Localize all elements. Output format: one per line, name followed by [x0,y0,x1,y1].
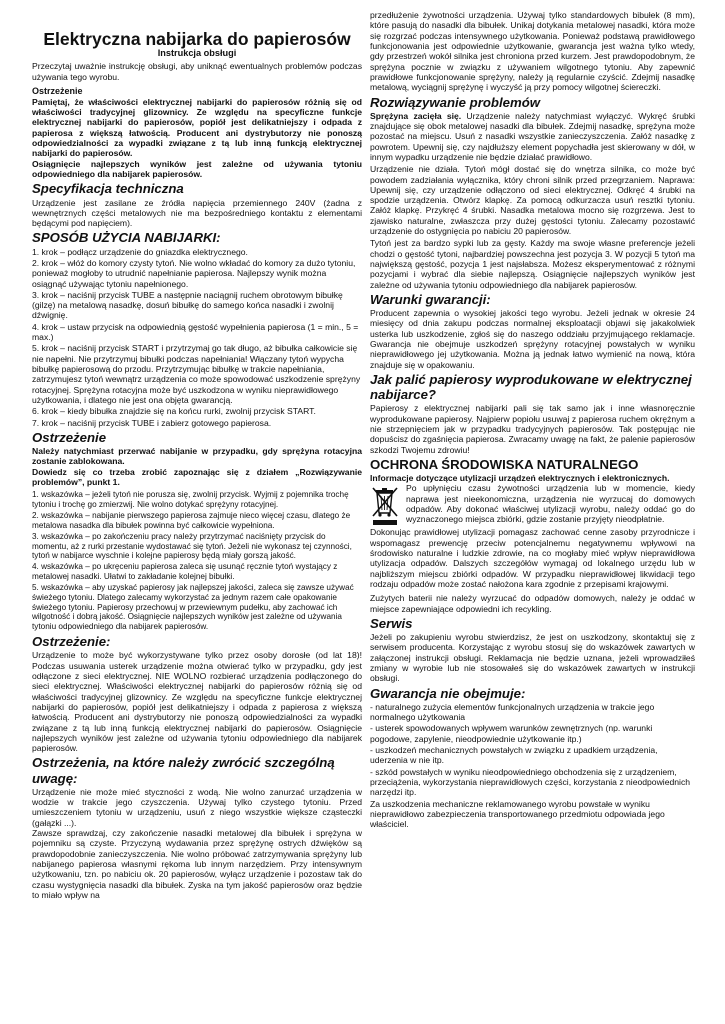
intro-text: Przeczytaj uważnie instrukcję obsługi, aby uniknąć ewentualnych problemów podczas używania tego wyrobu. [32,61,362,82]
warning1-text: Pamiętaj, że właściwości elektrycznej nabijarki do papierosów różnią się od właściwości tradycyjnej glizownicy. Ze względu na specyficzne funkcje elektrycznej nabijarki do papierosów, popiół jest delikatniejszy i odpada z papierosa z większą łatwością. Producent ani dystrybutorzy nie ponoszą odpowiedzialności za wypadki związane z tą lub inną funkcją elektrycznej nabijarki do papierosów. Osiągnięcie najlepszych wyników jest zależne od używania tytoniu odpowiedniego dla nabijarek papierosów. [32,96,362,180]
document-title: Elektryczna nabijarka do papierosów [43,29,351,49]
crossed-out-wheeled-bin-icon [370,485,400,527]
usage-step: 2. krok – włóż do komory czysty tytoń. Nie wolno wkładać do komory za dużo tytoniu, ponieważ mogłoby to utrudnić napełnianie papierosa. Najlepszy wynik można osiągnąć używając tytoniu napełnionego. [32,257,356,289]
noguarantee-heading: Gwarancja nie obejmuje: [370,685,526,701]
warranty-text: Producent zapewnia o wysokiej jakości tego wyrobu. Jeżeli jednak w okresie 24 miesięcy od dnia zakupu podczas normalnej eksploatacji objawi się jakakolwiek usterka lub uszkodzenie, zgłoś się do naszego oddziału przyjmującego reklamacje. Gwarancja nie obejmuje uszkodzeń sprężyny rotacyjnej powstałych w wyniku nieprawidłowego jej użytkowania. Można ją jednak łatwo wymienić na nową, która znajduje się w opakowaniu. [370,308,695,370]
trouble-paragraph-2: Urządzenie nie działa. Tytoń mógł dostać się do wnętrza silnika, co może być powodem zadziałania wyłącznika, który chroni silnik przed przegrzaniem. Naprawa: Upewnij się, czy urządzenie odłączono od sieci elektrycznej. Odkręć 4 śrubki na spodzie urządzenia. Otwórz klapkę. Za pomocą odkurzacza usuń resztki tytoniu. Załóż klapkę. Przykręć 4 śrubki. Nasadka metalowa mocno się rozgrzewa. Jest to zjawisko naturalne, zwłaszcza przy dużej gęstości tytoniu. Zalecamy pozostawić urządzenie do ostygnięcia po nabiciu 20 papierosów. [370,164,695,237]
noguarantee-item: - usterek spowodowanych wpływem warunków zewnętrznych (np. warunki pogodowe, zapylenie, nieodpowiednie użytkowanie itp.) [370,723,653,744]
trouble-paragraph-1 [370,111,695,163]
environment-text-1: Po upłynięciu czasu żywotności urządzenia lub w momencie, kiedy naprawa jest nieekonomiczna, urządzenia nie wyrzucaj do domowych odpadów. Aby dokonać właściwej utylizacji wyrobu, należy oddać go do wyznaczonego miejsca zbiórki, gdzie zostanie przyjęty nieodpłatnie. [406,483,695,525]
usage-steps-list [32,247,362,428]
noguarantee-item: Za uszkodzenia mechaniczne reklamowanego wyrobu powstałe w wyniku nieprawidłowo zabezpieczenia transportowanego przedmiotu odpowiada jego właściciel. [370,798,665,830]
burn-text: Papierosy z elektrycznej nabijarki pali się tak samo jak i inne własnoręcznie wyprodukowane papierosy. Najpierw popiołu usuwaj z papierosa ruchem okrężnym a nie strzepnięciem jak w przypadku tradycyjnych papierosów. Tak postępując nie dopuścisz do zgaśnięcia papierosa. Zwracamy uwagę na fakt, że palenie papierosów szkodzi Twojemu zdrowiu! [370,403,695,455]
document-subtitle: Instrukcja obsługi [157,48,237,59]
burn-heading: Jak palić papierosy wyprodukowane w elektrycznej nabijarce? [370,372,692,403]
warning4-heading: Ostrzeżenia, na które należy zwrócić szczególną uwagę: [32,755,335,786]
spec-heading: Specyfikacja techniczna [32,181,184,197]
trouble-paragraph-3: Tytoń jest za bardzo sypki lub za gęsty. Każdy ma swoje własne preferencje jeżeli chodzi o gęstość tytoni, najbardziej powszechna jest pozycja 3. W pozycji 5 tytoń ma największą gęstość, pozycja 1 jest najsłabsza. Możesz eksperymentować z różnymi pozycjami i wybrać dla siebie najlepszą. Osiągnięcie najlepszych wyników jest zależne od używania tytoniu odpowiedniego dla nabijarek papierosów. [370,238,695,290]
environment-text-2: Dokonując prawidłowej utylizacji pomagasz zachować cenne zasoby przyrodnicze i wspomagasz prewencję przeciw potencjalnemu negatywnemu wpływowi na środowisko naturalne i ludzkie zdrowie, na co mogłaby mieć wpływ nieprawidłowa utylizacja odpadów. Dalszych szczegółów wymagaj od lokalnego urzędu lub w najbliższym miejscu zbiórki odpadów. W przypadku nieprawidłowej likwidacji tego rodzaju odpadów może zostać nałożona kara zgodnie z przepisami krajowymi. [370,527,695,589]
service-heading: Serwis [370,615,413,631]
tip-item: 1. wskazówka – jeżeli tytoń nie porusza się, zwolnij przycisk. Wyjmij z pojemnika trochę tytoniu i trochę go zmierzwij. Nie wolno dotykać sprężyny rotacyjnej. [32,490,349,510]
left-column [32,30,362,902]
usage-step: 7. krok – naciśnij przycisk TUBE i zabierz gotowego papierosa. [32,417,272,428]
noguarantee-item: - szkód powstałych w wyniku nieodpowiedniego obchodzenia się z urządzeniem, przeciążenia, wykorzystania nieprawidłowych części, korzystania z nieodpowiednich narzędzi itp. [370,766,691,798]
warning2-text: Należy natychmiast przerwać nabijanie w przypadku, gdy sprężyna rotacyjna zostanie zablokowana. Dowiedz się co trzeba zrobić zapoznając się z działem „Rozwiązywanie problemów”, punkt 1. [32,446,362,488]
spec-text: Urządzenie jest zasilane ze źródła napięcia przemiennego 240V (żadna z wewnętrznych części metalowych nie ma bezpośredniego kontaktu z elementami będącymi pod napięciem). [32,197,362,229]
warning1-heading: Ostrzeżenie [32,86,83,97]
tip-item: 2. wskazówka – nabijanie pierwszego papierosa zajmuje nieco więcej czasu, dlatego że metalowa nasadka dla bibułek powinna być całkowicie wypełniona. [32,511,351,530]
warning4-text: Urządzenie nie może mieć styczności z wodą. Nie wolno zanurzać urządzenia w wodzie w trakcie jego czyszczenia. Używaj tylko czystego tytoniu. Przed umieszczeniem tytoniu w urządzeniu, usuń z niego wszystkie większe cząsteczki (gałązki ...). Zawsze sprawdzaj, czy zakończenie nasadki metalowej dla bibułek i sprężyna w pojemniku są czyste. Przyczyną wydawania przez sprężynę ostrych dźwięków są prawdopodobnie zanieczyszczenia. Nie wolno próbować zatrzymywania sprężyny lub nabijanego papierosa własnymi rękoma lub innym narzędziem. Przy intensywnym użytkowaniu, tzn. po nabiciu ok. 20 papierosów, wyłącz urządzenie i pozostaw tak do czasu wystygnięcia nasadki dla bibułek. Zyska na tym jakość papierosów oraz będzie to miało wpływ na [32,786,362,900]
usage-step: 4. krok – ustaw przycisk na odpowiednią gęstość wypełnienia papierosa (1 = min., 5 = max.) [32,321,359,343]
usage-step: 3. krok – naciśnij przycisk TUBE a następnie naciągnij ruchem obrotowym bibułkę (gilzę) na metalową nasadkę, dosuń bibułkę do samego końca nasadki i zwolnij dźwignię. [32,289,343,321]
environment-block [370,473,695,614]
tip-item: 3. wskazówka – po zakończeniu pracy należy przytrzymać naciśnięty przycisk do momentu, aż z rurki przestanie wydostawać się tytoń. Jeżeli nie wykonasz tej czynności, tytoń w nabijarce wyschnie i kolejne papierosy będą miały gorszą jakość. [32,531,352,561]
warranty-heading: Warunki gwarancji: [370,291,491,307]
warning2-heading: Ostrzeżenie [32,429,107,445]
tips-list [32,490,362,632]
service-text: Jeżeli po zakupieniu wyrobu stwierdzisz, że jest on uszkodzony, skontaktuj się z serwisem producenta. Korzystając z wyrobu stosuj się do wskazówek zawartych w załączonej instrukcji obsługi. Reklamacja nie będzie uznana, jeżeli wprowadziłeś zmiany w wyrobie lub nie stosowałeś się do wskazówek zawartych w instrukcji obsługi. [370,632,695,684]
warning3-heading: Ostrzeżenie: [32,634,111,650]
environment-heading: OCHRONA ŚRODOWISKA NATURALNEGO [370,456,639,472]
tip-item: 5. wskazówka – aby uzyskać papierosy jak najlepszej jakości, zaleca się zawsze używać świeżego tytoniu. Dlatego zalecamy wykorzystać za jednym razem całe opakowanie świeżego tytoniu. Papierosy przechowuj w przewiewnym pudełku, aby zachować ich wilgotność i dobrą jakość. Osiągnięcie najlepszych wyników jest zależne od używania tytoniu odpowiedniego dla nabijarek papierosów. [32,582,354,632]
noguarantee-item: - naturalnego zużycia elementów funkcjonalnych urządzenia w trakcie jego normalnego użytkowania [370,701,655,723]
right-column [370,10,695,831]
usage-step: 5. krok – naciśnij przycisk START i przytrzymaj go tak długo, aż bibułka całkowicie się nie napełni. Nie przytrzymuj bibułki podczas napełniania! Włączany tytoń wypycha bibułkę papierosową do przodu. Przytrzymując bibułkę w trakcie napełniania, zatrzymujesz tytoń wewnątrz urządzenia co może spowodować uszkodzenie sprężyny rotacyjnej. Sprężyna rotacyjna może być uszkodzona w wyniku nieprawidłowego użytkowania, i dlatego nie jest ona objęta gwarancją. [32,343,361,405]
environment-text-3: Zużytych baterii nie należy wyrzucać do odpadów domowych, należy je oddać w miejsce zapewniające odpowiedni ich recykling. [370,593,695,614]
tip-item: 4. wskazówka – po ukręceniu papierosa zaleca się usunąć ręcznie tytoń wystający z metalowej nasadki. Ułatwi to zakładanie kolejnej bibułki. [32,562,338,582]
trouble-text: Urządzenie należy natychmiast wyłączyć. Wykręć śrubki znajdujące się obok metalowej nasadki dla bibułek. Zdejmij nasadkę, sprężyna może pozostać na miejscu. Usuń z nasadki wszystkie zanieczyszczenia. Załóż nasadkę z powrotem. Upewnij się, czy najdłuższy element popychadła jest skierowany w dół, w innym wypadku urządzenie nie będzie działać prawidłowo. [370,110,695,162]
noguarantee-item: - uszkodzeń mechanicznych powstałych w związku z upadkiem urządzenia, uderzenia w nie itp. [370,745,658,766]
usage-step: 6. krok – kiedy bibułka znajdzie się na końcu rurki, zwolnij przycisk START. [32,406,316,417]
continuation-text: przedłużenie żywotności urządzenia. Używaj tylko standardowych bibułek (8 mm), które pasują do nasadki dla bibułek. Unikaj dotykania metalowej nasadki, która może się rozgrzać podczas intensywnego użytkowania. Ponieważ podstawą prawidłowego funkcjonowania jest odpowiednie użytkowanie, gwarancja jest ważna tylko wtedy, gdy przestrzeń wokół silnika jest chroniona przed kurzem. Jest prawdopodobnym, że sprężyna pocznie w związku z używaniem wilgotnego tytoniu. Aby zapewnić prawidłowe funkcjonowanie sprężyny, należy ją regularnie czyścić. Zdejmij nasadkę metalową, wyciągnij sprężynę i wyczyść ją przy pomocy wilgotnej ściereczki. [370,10,695,93]
noguarantee-list [370,702,695,830]
troubleshoot-heading: Rozwiązywanie problemów [370,94,541,110]
environment-subheading: Informacje dotyczące utylizacji urządzeń elektrycznych i elektronicznych. [370,473,670,484]
trouble-lead: Sprężyna zacięła się. [370,110,462,121]
usage-heading: SPOSÓB UŻYCIA NABIJARKI: [32,230,221,246]
usage-step: 1. krok – podłącz urządzenie do gniazdka elektrycznego. [32,246,248,257]
warning3-text: Urządzenie to może być wykorzystywane tylko przez osoby dorosłe (od lat 18)! Podczas usuwania usterek urządzenie można otwierać tylko w przypadku, gdy jest odłączone z sieci elektrycznej. NIE WOLNO rozbierać urządzenia podłączonego do sieci elektrycznej. Właściwości elektrycznej nabijarki do papierosów różnią się od właściwości tradycyjnej glizownicy. Ze względu na specyficzne funkcje elektrycznej nabijarki do papierosów, popiół jest delikatniejszy i odpada z papierosa z większą łatwością. Producent ani dystrybutorzy nie ponoszą odpowiedzialności za wypadki związane z tą lub inną funkcją elektrycznej nabijarki do papierosów. Osiągnięcie najlepszych wyników jest zależne od używania tytoniu odpowiedniego dla nabijarek papierosów. [32,650,362,754]
